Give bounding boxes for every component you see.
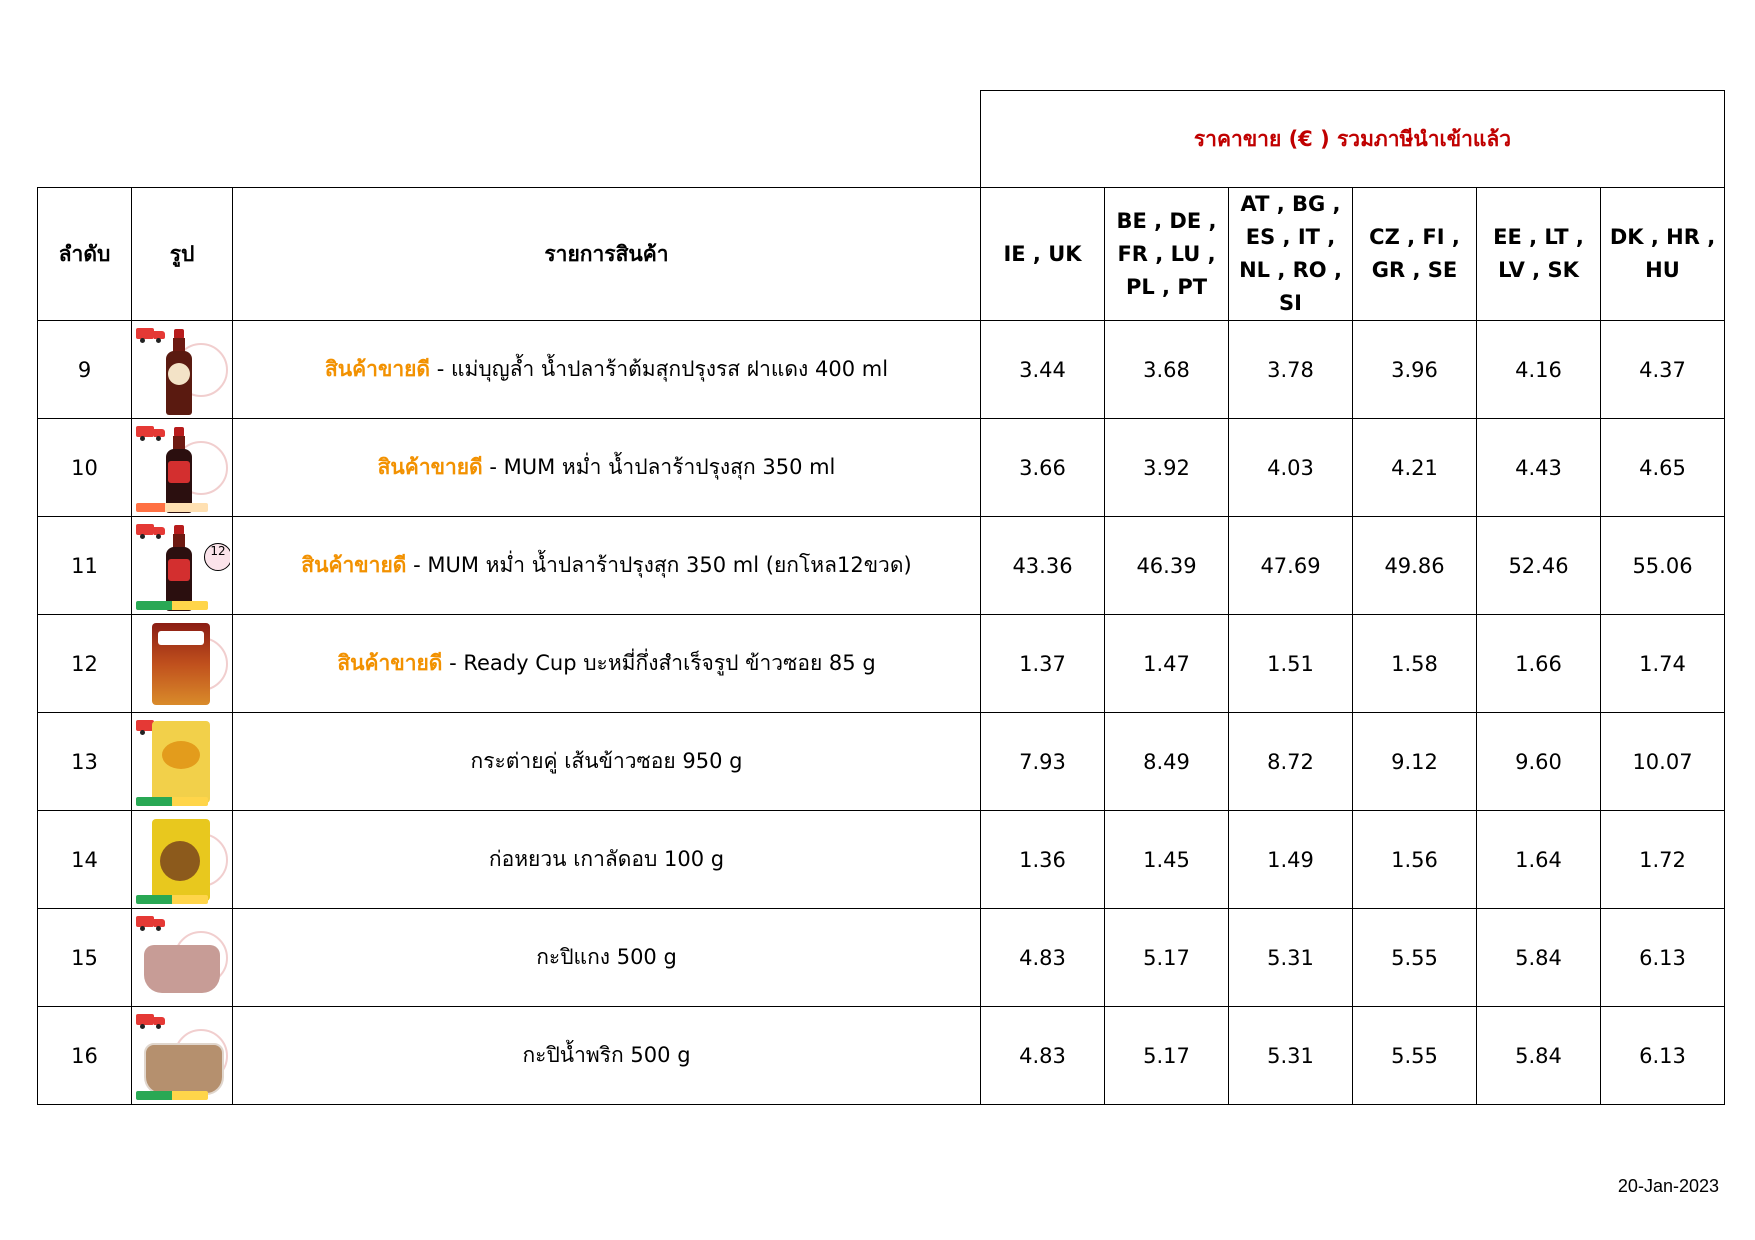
product-image <box>132 517 233 615</box>
price-at-bg: 1.49 <box>1229 811 1353 909</box>
product-name: กระต่ายคู่ เส้นข้าวซอย 950 g <box>470 749 743 773</box>
product-name-cell <box>233 811 981 909</box>
price-at-bg: 1.51 <box>1229 615 1353 713</box>
header-price-be-de: BE , DE , FR , LU , PL , PT <box>1105 188 1229 321</box>
product-name: กะปิน้ำพริก 500 g <box>522 1043 691 1067</box>
price-ee-lt: 52.46 <box>1477 517 1601 615</box>
price-at-bg: 8.72 <box>1229 713 1353 811</box>
row-number: 12 <box>38 615 132 713</box>
price-ie-uk: 4.83 <box>981 909 1105 1007</box>
noodle-pack-icon <box>152 623 210 705</box>
price-group-header: ราคาขาย (€ ) รวมภาษีนำเข้าแล้ว <box>981 91 1725 188</box>
quantity-badge: 12 <box>204 543 230 571</box>
product-name: - แม่บุญล้ำ น้ำปลาร้าต้มสุกปรุงรส ฝาแดง 400 ml <box>430 357 889 381</box>
header-price-ee-lt: EE , LT , LV , SK <box>1477 188 1601 321</box>
chestnut-pack-icon <box>152 819 210 901</box>
price-ee-lt: 1.64 <box>1477 811 1601 909</box>
product-name-cell <box>233 615 981 713</box>
promo-strip-icon <box>136 601 208 610</box>
product-name-cell <box>233 419 981 517</box>
best-seller-tag: สินค้าขายดี <box>337 651 443 675</box>
price-dk-hr: 4.37 <box>1601 321 1725 419</box>
promo-strip-icon <box>136 895 208 904</box>
product-name: กะปิแกง 500 g <box>536 945 677 969</box>
delivery-truck-icon <box>136 522 166 538</box>
price-at-bg: 4.03 <box>1229 419 1353 517</box>
price-be-de: 3.68 <box>1105 321 1229 419</box>
product-image <box>132 321 233 419</box>
header-no: ลำดับ <box>38 188 132 321</box>
promo-strip-icon <box>136 797 208 806</box>
price-ie-uk: 1.36 <box>981 811 1105 909</box>
price-ee-lt: 9.60 <box>1477 713 1601 811</box>
delivery-truck-icon <box>136 1012 166 1028</box>
price-ie-uk: 7.93 <box>981 713 1105 811</box>
price-cz-fi: 4.21 <box>1353 419 1477 517</box>
price-cz-fi: 1.56 <box>1353 811 1477 909</box>
table-row <box>38 909 1725 1007</box>
price-cz-fi: 9.12 <box>1353 713 1477 811</box>
price-dk-hr: 55.06 <box>1601 517 1725 615</box>
header-price-ie-uk: IE , UK <box>981 188 1105 321</box>
price-dk-hr: 4.65 <box>1601 419 1725 517</box>
price-ee-lt: 5.84 <box>1477 1007 1601 1105</box>
rice-noodle-pack-icon <box>152 721 210 803</box>
row-number: 15 <box>38 909 132 1007</box>
product-name: - Ready Cup บะหมี่กึ่งสำเร็จรูป ข้าวซอย 85 g <box>442 651 876 675</box>
price-at-bg: 5.31 <box>1229 909 1353 1007</box>
price-at-bg: 47.69 <box>1229 517 1353 615</box>
price-ie-uk: 3.44 <box>981 321 1105 419</box>
price-cz-fi: 3.96 <box>1353 321 1477 419</box>
price-dk-hr: 6.13 <box>1601 909 1725 1007</box>
price-be-de: 5.17 <box>1105 909 1229 1007</box>
price-cz-fi: 5.55 <box>1353 1007 1477 1105</box>
header-price-dk-hr: DK , HR , HU <box>1601 188 1725 321</box>
price-ee-lt: 4.16 <box>1477 321 1601 419</box>
price-cz-fi: 49.86 <box>1353 517 1477 615</box>
price-at-bg: 3.78 <box>1229 321 1353 419</box>
price-table <box>37 90 1725 1105</box>
product-image <box>132 909 233 1007</box>
product-name: - MUM หม่ำ น้ำปลาร้าปรุงสุก 350 ml (ยกโหล12ขวด) <box>406 553 912 577</box>
price-be-de: 1.45 <box>1105 811 1229 909</box>
product-name-cell <box>233 909 981 1007</box>
price-at-bg: 5.31 <box>1229 1007 1353 1105</box>
row-number: 14 <box>38 811 132 909</box>
best-seller-tag: สินค้าขายดี <box>324 357 431 381</box>
product-name-cell <box>233 1007 981 1105</box>
product-name: - MUM หม่ำ น้ำปลาร้าปรุงสุก 350 ml <box>482 455 836 479</box>
shrimp-paste-tub-icon <box>144 1043 224 1095</box>
delivery-truck-icon <box>136 424 166 440</box>
delivery-truck-icon <box>136 326 166 342</box>
promo-strip-icon <box>136 503 208 512</box>
price-ee-lt: 5.84 <box>1477 909 1601 1007</box>
product-name-cell <box>233 517 981 615</box>
best-seller-tag: สินค้าขายดี <box>301 553 407 577</box>
header-image: รูป <box>132 188 233 321</box>
price-be-de: 46.39 <box>1105 517 1229 615</box>
product-image <box>132 1007 233 1105</box>
delivery-truck-icon <box>136 914 166 930</box>
product-name-cell <box>233 321 981 419</box>
shrimp-paste-tub-icon <box>144 945 220 993</box>
product-image <box>132 811 233 909</box>
header-price-at-bg: AT , BG , ES , IT , NL , RO , SI <box>1229 188 1353 321</box>
table-row <box>38 713 1725 811</box>
table-row <box>38 321 1725 419</box>
row-number: 16 <box>38 1007 132 1105</box>
price-be-de: 8.49 <box>1105 713 1229 811</box>
price-dk-hr: 1.72 <box>1601 811 1725 909</box>
price-be-de: 3.92 <box>1105 419 1229 517</box>
price-ee-lt: 1.66 <box>1477 615 1601 713</box>
row-number: 9 <box>38 321 132 419</box>
price-ie-uk: 4.83 <box>981 1007 1105 1105</box>
sauce-bottle-icon <box>164 329 194 415</box>
table-row <box>38 517 1725 615</box>
product-name: ก่อหยวน เกาลัดอบ 100 g <box>488 847 725 871</box>
document-date: 20-Jan-2023 <box>1617 1176 1719 1196</box>
row-number: 11 <box>38 517 132 615</box>
price-ie-uk: 1.37 <box>981 615 1105 713</box>
price-dk-hr: 10.07 <box>1601 713 1725 811</box>
price-cz-fi: 5.55 <box>1353 909 1477 1007</box>
sauce-bottle-icon <box>164 427 194 513</box>
row-number: 13 <box>38 713 132 811</box>
product-image <box>132 419 233 517</box>
price-ee-lt: 4.43 <box>1477 419 1601 517</box>
row-number: 10 <box>38 419 132 517</box>
price-dk-hr: 6.13 <box>1601 1007 1725 1105</box>
blank-corner <box>38 91 981 188</box>
price-ie-uk: 3.66 <box>981 419 1105 517</box>
header-price-cz-fi: CZ , FI , GR , SE <box>1353 188 1477 321</box>
table-row <box>38 1007 1725 1105</box>
best-seller-tag: สินค้าขายดี <box>377 455 483 479</box>
table-row <box>38 811 1725 909</box>
sauce-bottle-icon <box>164 525 194 611</box>
price-be-de: 5.17 <box>1105 1007 1229 1105</box>
price-cz-fi: 1.58 <box>1353 615 1477 713</box>
price-dk-hr: 1.74 <box>1601 615 1725 713</box>
product-name-cell <box>233 713 981 811</box>
product-image <box>132 713 233 811</box>
header-item: รายการสินค้า <box>233 188 981 321</box>
price-be-de: 1.47 <box>1105 615 1229 713</box>
table-row <box>38 419 1725 517</box>
table-row <box>38 615 1725 713</box>
price-ie-uk: 43.36 <box>981 517 1105 615</box>
promo-strip-icon <box>136 1091 208 1100</box>
product-image <box>132 615 233 713</box>
